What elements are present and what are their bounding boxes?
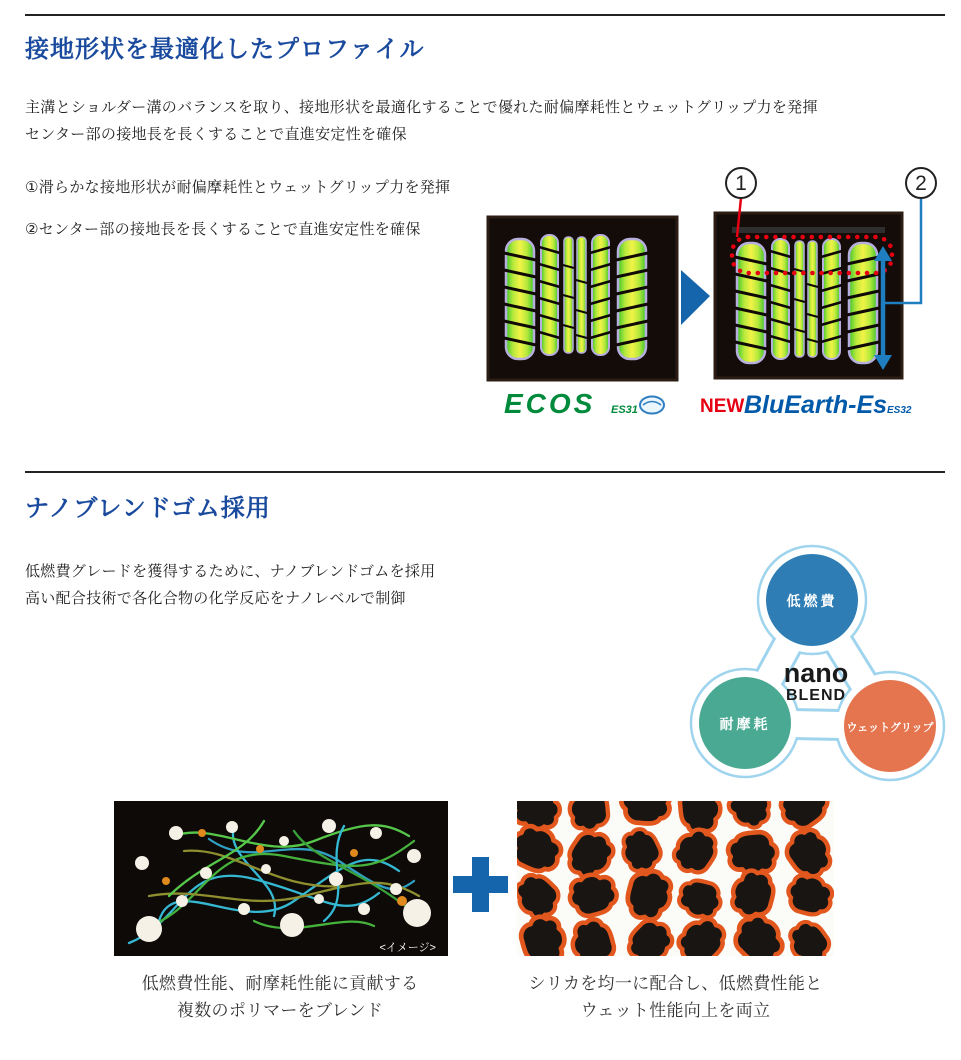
polymer-caption bbox=[113, 970, 447, 1024]
callout1-number: 1 bbox=[735, 172, 747, 195]
ecos-model-text: ES31 bbox=[611, 404, 638, 416]
bluearth-logo bbox=[700, 391, 912, 419]
bluearth-brand-text: BluEarth-Es bbox=[744, 391, 888, 419]
polymer-blend-image bbox=[114, 801, 448, 956]
section1-paragraph-line1: 主溝とショルダー溝のバランスを取り、接地形状を最適化することで優れた耐偏摩耗性とウェットグリップ力を発揮 bbox=[25, 99, 818, 116]
fuel-economy-label: 低燃費 bbox=[786, 593, 838, 609]
silica-dispersion-image bbox=[517, 801, 834, 956]
polymer-caption-line1: 低燃費性能、耐摩耗性能に貢献する bbox=[141, 974, 419, 993]
section1-paragraph-line2: センター部の接地長を長くすることで直進安定性を確保 bbox=[25, 126, 407, 143]
contact-patch-figure bbox=[480, 165, 942, 421]
silica-caption-line2: ウェット性能向上を両立 bbox=[580, 1001, 771, 1020]
transition-arrow-icon bbox=[681, 270, 710, 325]
new-text: NEW bbox=[700, 396, 745, 417]
bluearth-model-text: ES32 bbox=[887, 405, 912, 416]
section2-paragraph-line2: 高い配合技術で各化合物の化学反応をナノレベルで制御 bbox=[25, 590, 406, 607]
silica-caption bbox=[517, 970, 834, 1024]
bluearth-contact-patch-image bbox=[715, 213, 902, 378]
ecos-brand-text: ECOS bbox=[504, 388, 596, 419]
eco-badge-icon bbox=[640, 397, 664, 414]
callout1-badge bbox=[726, 168, 756, 198]
wear-resistance-label: 耐摩耗 bbox=[719, 716, 771, 732]
section1-bullet-2: ②センター部の接地長を長くすることで直進安定性を確保 bbox=[25, 221, 421, 238]
image-tag-text: <イメージ> bbox=[379, 942, 436, 954]
section1-title: 接地形状を最適化したプロファイル bbox=[25, 36, 425, 63]
nano-text: nano bbox=[783, 658, 849, 688]
wet-grip-label: ウェットグリップ bbox=[846, 722, 934, 734]
section1-bullet-1: ①滑らかな接地形状が耐偏摩耗性とウェットグリップ力を発揮 bbox=[25, 179, 451, 196]
ecos-logo bbox=[504, 388, 664, 419]
silica-caption-line1: シリカを均一に配合し、低燃費性能と bbox=[528, 974, 823, 993]
ecos-contact-patch-image bbox=[488, 217, 677, 380]
section2-title: ナノブレンドゴム採用 bbox=[25, 495, 271, 522]
polymer-caption-line2: 複数のポリマーをブレンド bbox=[176, 1001, 384, 1020]
blend-text: BLEND bbox=[785, 687, 847, 704]
section1-divider bbox=[25, 14, 945, 16]
callout2-badge bbox=[906, 168, 936, 198]
callout2-number: 2 bbox=[915, 172, 927, 195]
section2-divider bbox=[25, 471, 945, 473]
section2-paragraph-line1: 低燃費グレードを獲得するために、ナノブレンドゴムを採用 bbox=[25, 563, 436, 580]
plus-icon bbox=[453, 857, 508, 912]
nano-blend-diagram bbox=[683, 542, 951, 790]
